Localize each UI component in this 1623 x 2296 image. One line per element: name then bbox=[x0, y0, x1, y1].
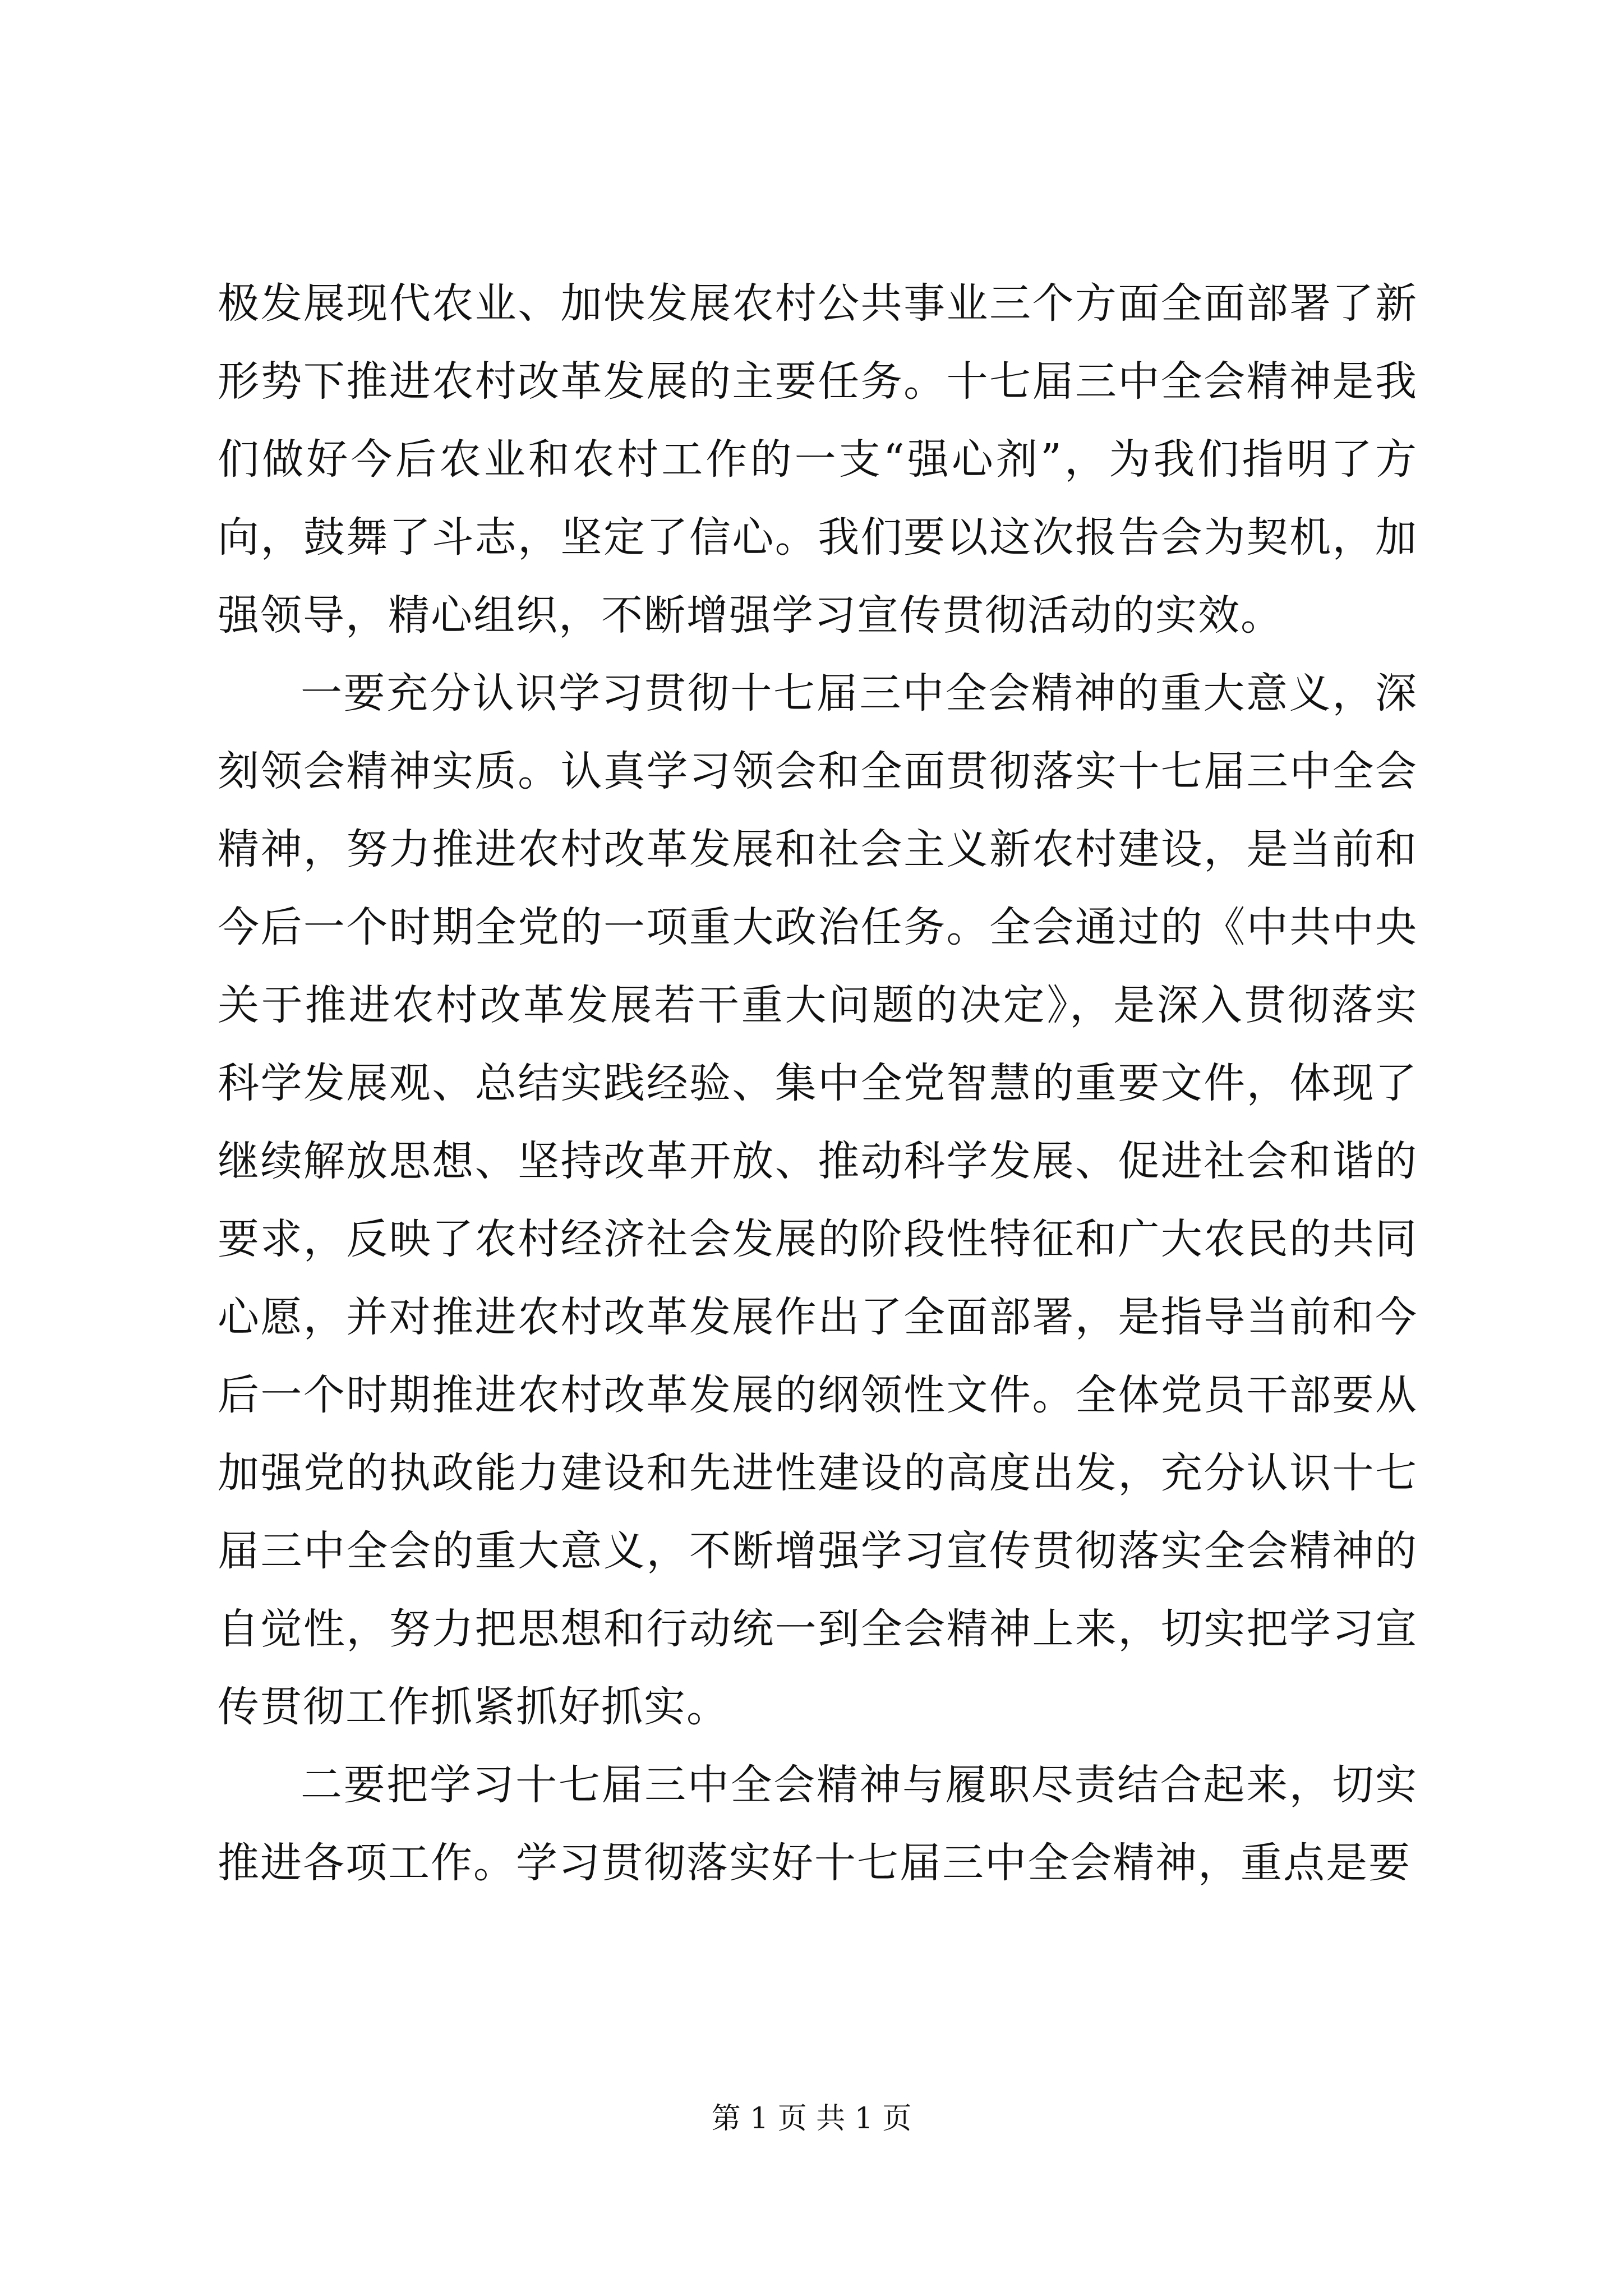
page-footer: 第 1 页 共 1 页 bbox=[711, 2102, 912, 2136]
paragraph-point-two: 二要把学习十七届三中全会精神与履职尽责结合起来，切实推进各项工作。学习贯彻落实好十七届三中全会精神，重点是要 bbox=[218, 1761, 1418, 1887]
document-body bbox=[218, 265, 1418, 1902]
paragraph-point-one: 一要充分认识学习贯彻十七届三中全会精神的重大意义，深刻领会精神实质。认真学习领会和全面贯彻落实十七届三中全会精神，努力推进农村改革发展和社会主义新农村建设，是当前和今后一个时期全党的一项重大政治任务。全会通过的《中共中央关于推进农村改革发展若干重大问题的决定》，是深入贯彻落实科学发展观、总结实践经验、集中全党智慧的重要文件，体现了继续解放思想、坚持改革开放、推动科学发展、促进社会和谐的要求，反映了农村经济社会发展的阶段性特征和广大农民的共同心愿，并对推进农村改革发展作出了全面部署，是指导当前和今后一个时期推进农村改革发展的纲领性文件。全体党员干部要从加强党的执政能力建设和先进性建设的高度出发，充分认识十七届三中全会的重大意义，不断增强学习宣传贯彻落实全会精神的自觉性，努力把思想和行动统一到全会精神上来，切实把学习宣传贯彻工作抓紧抓好抓实。 bbox=[218, 669, 1418, 1731]
paragraph-continuation: 极发展现代农业、加快发展农村公共事业三个方面全面部署了新形势下推进农村改革发展的主要任务。十七届三中全会精神是我们做好今后农业和农村工作的一支“强心剂”，为我们指明了方向，鼓舞了斗志，坚定了信心。我们要以这次报告会为契机，加强领导，精心组织，不断增强学习宣传贯彻活动的实效。 bbox=[218, 279, 1418, 639]
